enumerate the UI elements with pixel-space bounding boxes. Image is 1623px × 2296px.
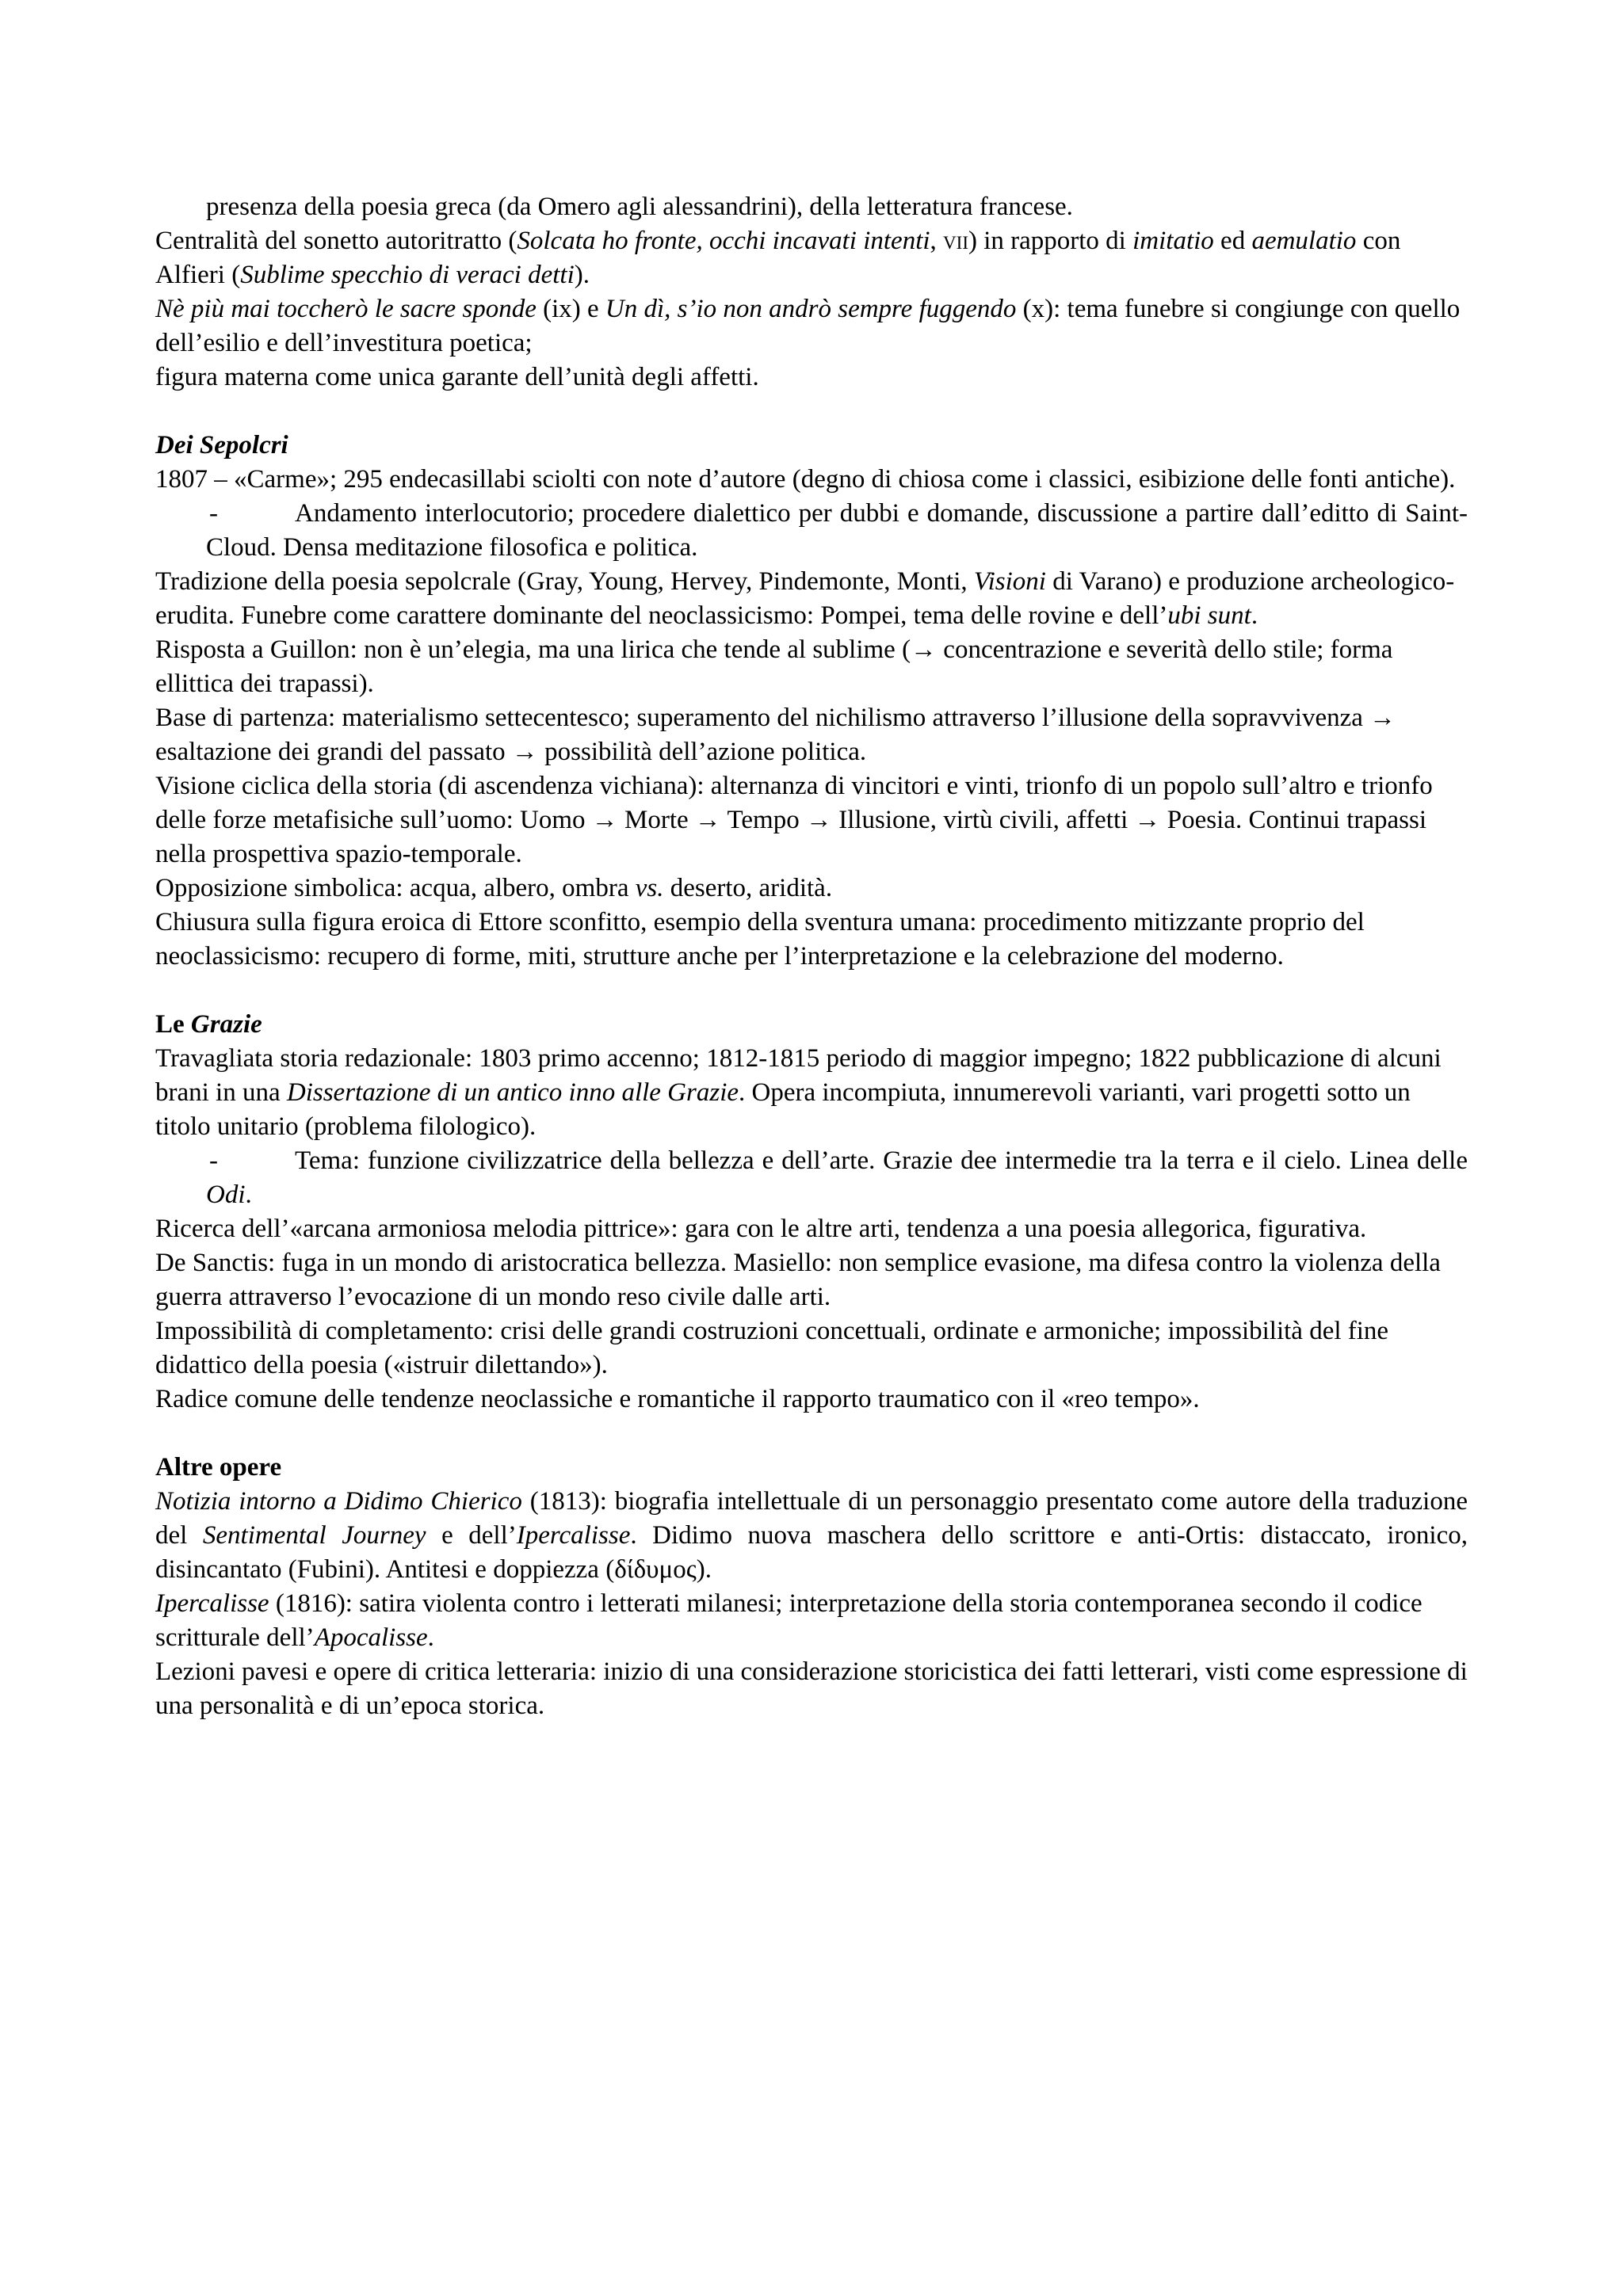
section-heading-sepolcri: Dei Sepolcri [155, 431, 288, 460]
sepolcri-bullet-item: - Andamento interlocutorio; procedere dialettico per dubbi e domande, discussione a partire dall’editto di Saint-Cloud. Densa meditazione filosofica e politica. [155, 497, 1468, 565]
document-body [155, 190, 1468, 1723]
section-heading-altre-opere: Altre opere [155, 1453, 282, 1482]
grazie-paragraph-radice: Radice comune delle tendenze neoclassiche e romantiche il rapporto traumatico con il «reo tempo». [155, 1385, 1200, 1413]
sepolcri-paragraph-opposizione: Opposizione simbolica: acqua, albero, ombra vs. deserto, aridità. [155, 874, 833, 902]
sepolcri-paragraph-guillon: Risposta a Guillon: non è un’elegia, ma una lirica che tende al sublime (→ concentrazione e severità dello stile; forma ellittica dei trapassi). [155, 635, 1393, 698]
intro-paragraph-figura-materna: figura materna come unica garante dell’unità degli affetti. [155, 363, 759, 391]
intro-paragraph-autoritratto: Centralità del sonetto autoritratto (Solcata ho fronte, occhi incavati intenti, vii) in rapporto di imitatio ed aemulatio con Alfieri (Sublime specchio di veraci detti). [155, 227, 1401, 289]
grazie-bullet-item: - Tema: funzione civilizzatrice della bellezza e dell’arte. Grazie dee intermedie tra la terra e il cielo. Linea delle Odi. [155, 1144, 1468, 1212]
altre-paragraph-lezioni: Lezioni pavesi e opere di critica letteraria: inizio di una considerazione storicistica dei fatti letterari, visti come espressione di una personalità e di un’epoca storica. [155, 1657, 1468, 1720]
spacer [155, 395, 1468, 429]
grazie-paragraph-impossibilita: Impossibilità di completamento: crisi delle grandi costruzioni concettuali, ordinate e armoniche; impossibilità del fine didattico della poesia («istruir dilettando»). [155, 1317, 1389, 1379]
sepolcri-paragraph-visione: Visione ciclica della storia (di ascendenza vichiana): alternanza di vincitori e vinti, trionfo di un popolo sull’altro e trionfo delle forze metafisiche sull’uomo: Uomo → Morte → Tempo → Illusione, virtù civili, affetti → Poesia. Continui trapassi nella prospettiva spazio-temporale. [155, 772, 1433, 868]
sepolcri-paragraph-carme: 1807 – «Carme»; 295 endecasillabi sciolti con note d’autore (degno di chiosa come i classici, esibizione delle fonti antiche). [155, 465, 1456, 494]
sepolcri-paragraph-base: Base di partenza: materialismo settecentesco; superamento del nichilismo attraverso l’illusione della sopravvivenza → esaltazione dei grandi del passato → possibilità dell’azione politica. [155, 704, 1396, 766]
spacer [155, 1417, 1468, 1451]
sepolcri-paragraph-chiusura: Chiusura sulla figura eroica di Ettore sconfitto, esempio della sventura umana: procedimento mitizzante proprio del neoclassicismo: recupero di forme, miti, strutture anche per l’interpretazione e la celebrazione del moderno. [155, 908, 1365, 971]
intro-continuation: presenza della poesia greca (da Omero agli alessandrini), della letteratura francese. [206, 193, 1073, 221]
section-heading-grazie: Le Grazie [155, 1010, 262, 1039]
grazie-paragraph-storia: Travagliata storia redazionale: 1803 primo accenno; 1812-1815 periodo di maggior impegno; 1822 pubblicazione di alcuni brani in una Dissertazione di un antico inno alle Grazie. Opera incompiuta, innumerevoli varianti, vari progetti sotto un titolo unitario (problema filologico). [155, 1044, 1442, 1141]
grazie-paragraph-desanctis: De Sanctis: fuga in un mondo di aristocratica bellezza. Masiello: non semplice evasione, ma difesa contro la violenza della guerra attraverso l’evocazione di un mondo reso civile dalle arti. [155, 1249, 1441, 1311]
intro-paragraph-sonetti: Nè più mai toccherò le sacre sponde (ix) e Un dì, s’io non andrò sempre fuggendo (x): tema funebre si congiunge con quello dell’esilio e dell’investitura poetica; [155, 295, 1461, 357]
altre-paragraph-didimo: Notizia intorno a Didimo Chierico (1813): biografia intellettuale di un personaggio presentato come autore della traduzione del Sentimental Journey e dell’Ipercalisse. Didimo nuova maschera dello scrittore e anti-Ortis: distaccato, ironico, disincantato (Fubini). Antitesi e doppiezza (δίδυμος). [155, 1487, 1468, 1584]
bullet-dash: - [209, 1146, 218, 1175]
altre-paragraph-ipercalisse: Ipercalisse (1816): satira violenta contro i letterati milanesi; interpretazione della storia contemporanea secondo il codice scritturale dell’Apocalisse. [155, 1589, 1423, 1652]
bullet-dash: - [209, 499, 218, 528]
sepolcri-paragraph-tradizione: Tradizione della poesia sepolcrale (Gray, Young, Hervey, Pindemonte, Monti, Visioni di Varano) e produzione archeologico-erudita. Funebre come carattere dominante del neoclassicismo: Pompei, tema delle rovine e dell’ubi sunt. [155, 567, 1455, 630]
spacer [155, 974, 1468, 1008]
grazie-paragraph-ricerca: Ricerca dell’«arcana armoniosa melodia pittrice»: gara con le altre arti, tendenza a una poesia allegorica, figurativa. [155, 1215, 1367, 1243]
